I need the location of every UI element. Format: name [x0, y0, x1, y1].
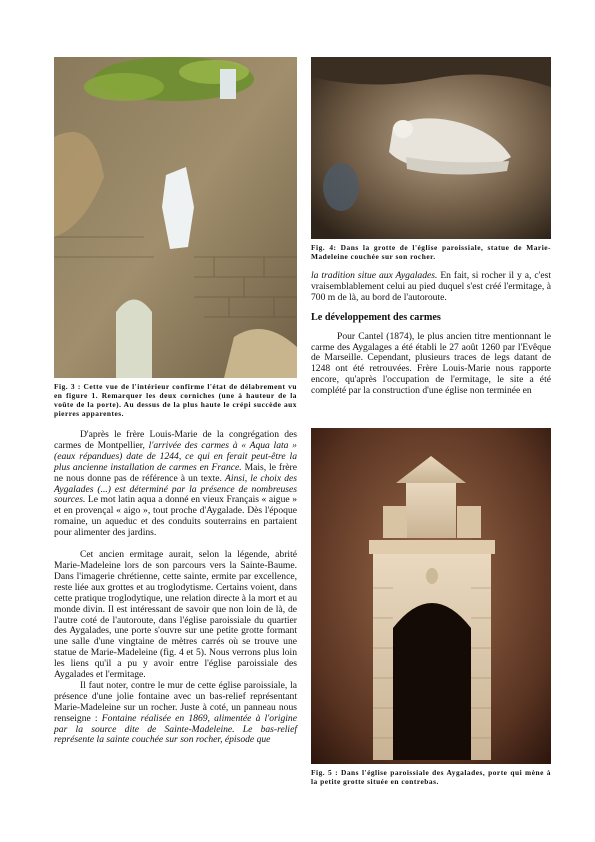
- left-column: [54, 430, 297, 746]
- paragraph-carmes-arrival: D'après le frère Louis-Marie de la congrégation des carmes de Montpellier, l'arrivée des carmes à « Aqua lata » (eaux répandues) date de 1244, ce qui en ferait peut-être la plus ancienne installation de carmes en France. Mais, le frère ne nous donne pas de référence à un texte. Ainsi, le choix des Aygalades (...) est déterminé par la présence de nombreuses sources. Le mot latin aqua a donné en vieux Français « aigue » et en provençal « aigo », tout proche d'Aygalade. Dès l'époque romaine, un aqueduc et des conduits souterrains en partaient pour alimenter des jardins.: [54, 429, 297, 539]
- fig5-caption: Fig. 5 : Dans l'église paroissiale des Aygalades, porte qui mène à la petite grotte située en contrebas.: [311, 768, 551, 786]
- statue-icon: [311, 57, 551, 239]
- paragraph-legend: Cet ancien ermitage aurait, selon la légende, abrité Marie-Madeleine lors de son parcours vers la Sainte-Baume. Dans l'imagerie chrétienne, cette sainte, ermite par excellence, reste liée aux grottes et au troglodytisme. Certains voient, dans cette pratique troglodytique, une relation directe à la mort et au monde divin. Il est intéressant de savoir que non loin de là, de l'autre coté de l'autoroute, dans l'église paroissiale du quartier des Aygalades, une porte s'ouvre sur une petite grotte formant une salle d'une vingtaine de mètres carrés où se trouve une statue de Marie-Madeleine (fig. 4 et 5). Nous verrons plus loin les liens qu'il a pu y avoir entre l'église paroissiale des Aygalades et l'ermitage.: [54, 549, 297, 681]
- right-column: [311, 271, 551, 397]
- fig5-photo: [311, 428, 551, 764]
- cave-ruin-icon: [54, 57, 297, 378]
- paragraph-tradition: la tradition situe aux Aygalades. En fait, si rocher il y a, c'est vraisemblablement celui au pied duquel s'est créé l'ermitage, à 700 m de là, au bord de l'autoroute.: [311, 270, 551, 303]
- fig4-photo: [311, 57, 551, 239]
- fig4-caption: Fig. 4: Dans la grotte de l'église paroissiale, statue de Marie-Madeleine couchée sur son rocher.: [311, 243, 551, 261]
- paragraph-development: Pour Cantel (1874), le plus ancien titre mentionnant le carme des Aygalages a été établi le 27 août 1260 par l'Evêque de Marseille. Cependant, plusieurs traces de legs datant de 1248 ont été retrouvées. Frère Louis-Marie nous rapporte encore, qu'après l'occupation de l'ermitage, le site a été complété par la construction d'une église non terminée en: [311, 330, 551, 397]
- stone-doorway-icon: [311, 428, 551, 764]
- fig3-photo: [54, 57, 297, 378]
- fig3-caption: Fig. 3 : Cette vue de l'intérieur confirme l'état de délabrement vu en figure 1. Remarquer les deux corniches (une à hauteur de la voûte de la porte). Au dessus de la plus haute le crépi succède aux pierres apparentes.: [54, 382, 297, 418]
- paragraph-fontaine: Il faut noter, contre le mur de cette église paroissiale, la présence d'une jolie fontaine avec un bas-relief représentant Marie-Madeleine sur un rocher. Juste à coté, un panneau nous renseigne : Fontaine réalisée en 1869, alimentée à l'origine par la source dite de Sainte-Madeleine. Le bas-relief représente la sainte couchée sur son rocher, épisode que: [54, 679, 297, 746]
- section-heading: Le développement des carmes: [311, 311, 441, 323]
